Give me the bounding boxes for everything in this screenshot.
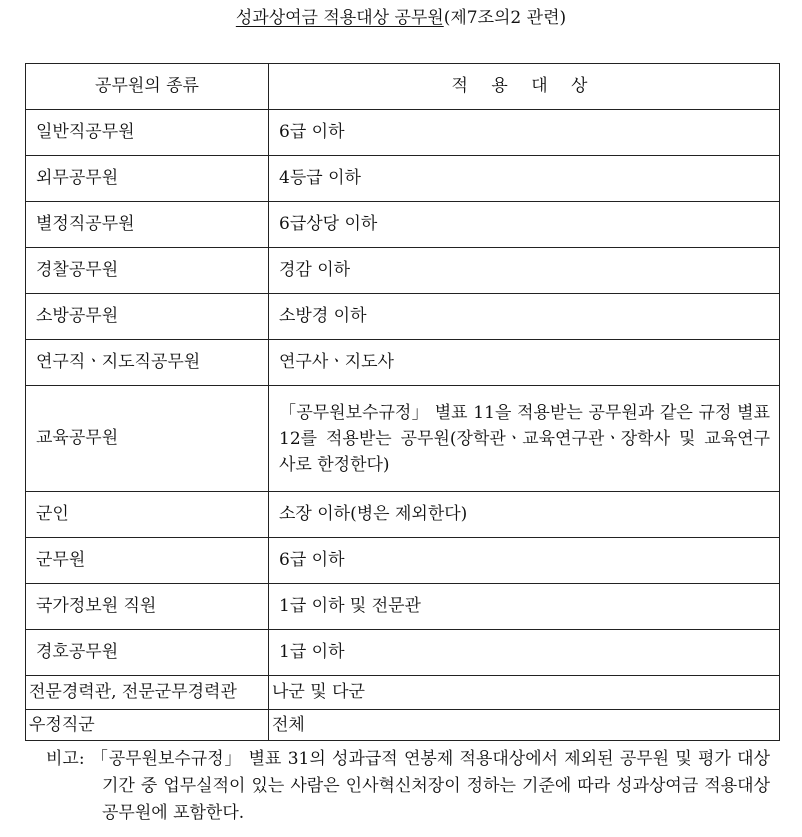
row-target-cell: 6급 이하 [269,110,780,156]
row-type-cell: 별정직공무원 [26,202,269,248]
remarks-note [46,746,770,827]
header-civil-servant-type: 공무원의 종류 [26,64,269,110]
row-type-cell: 전문경력관, 전문군무경력관 [26,676,269,710]
row-type-cell: 경찰공무원 [26,248,269,294]
table-header-row [26,64,780,110]
row-target-cell: 나군 및 다군 [269,676,780,710]
document-title [0,6,802,30]
remarks-label: 비고: [46,749,91,769]
table-row [26,538,780,584]
table-row [26,710,780,741]
table-row [26,202,780,248]
row-type-cell: 교육공무원 [26,386,269,492]
row-target-cell: 소장 이하(병은 제외한다) [269,492,780,538]
table-row [26,156,780,202]
row-type-cell: 일반직공무원 [26,110,269,156]
row-type-cell: 국가정보원 직원 [26,584,269,630]
eligibility-table [25,63,780,741]
row-type-cell: 경호공무원 [26,630,269,676]
header-applicable-target: 적 용 대 상 [269,64,780,110]
title-suffix: (제7조의2 관련) [443,8,567,28]
table-row [26,492,780,538]
row-target-cell: 소방경 이하 [269,294,780,340]
row-target-cell: 1급 이하 및 전문관 [269,584,780,630]
row-target-cell: 경감 이하 [269,248,780,294]
row-type-cell: 군인 [26,492,269,538]
row-type-cell: 연구직ㆍ지도직공무원 [26,340,269,386]
row-type-cell: 우정직군 [26,710,269,741]
table-row [26,340,780,386]
title-main: 성과상여금 적용대상 공무원 [235,8,444,28]
table-row [26,248,780,294]
row-target-cell: 4등급 이하 [269,156,780,202]
row-target-cell: 연구사ㆍ지도사 [269,340,780,386]
row-type-cell: 외무공무원 [26,156,269,202]
row-type-cell: 소방공무원 [26,294,269,340]
remarks-block [46,746,770,827]
table-row [26,630,780,676]
row-target-cell: 「공무원보수규정」 별표 11을 적용받는 공무원과 같은 규정 별표 12를 적용받는 공무원(장학관ㆍ교육연구관ㆍ장학사 및 교육연구사로 한정한다) [269,386,780,492]
table-row [26,294,780,340]
table-row [26,676,780,710]
remarks-text: 「공무원보수규정」 별표 31의 성과급적 연봉제 적용대상에서 제외된 공무원 및 평가 대상 기간 중 업무실적이 있는 사람은 인사혁신처장이 정하는 기준에 따라 성과상여금 적용대상 공무원에 포함한다. [90,749,770,823]
table-row [26,386,780,492]
table-row [26,110,780,156]
row-type-cell: 군무원 [26,538,269,584]
table-row [26,584,780,630]
row-target-cell: 6급상당 이하 [269,202,780,248]
row-target-cell: 6급 이하 [269,538,780,584]
row-target-cell: 전체 [269,710,780,741]
row-target-cell: 1급 이하 [269,630,780,676]
